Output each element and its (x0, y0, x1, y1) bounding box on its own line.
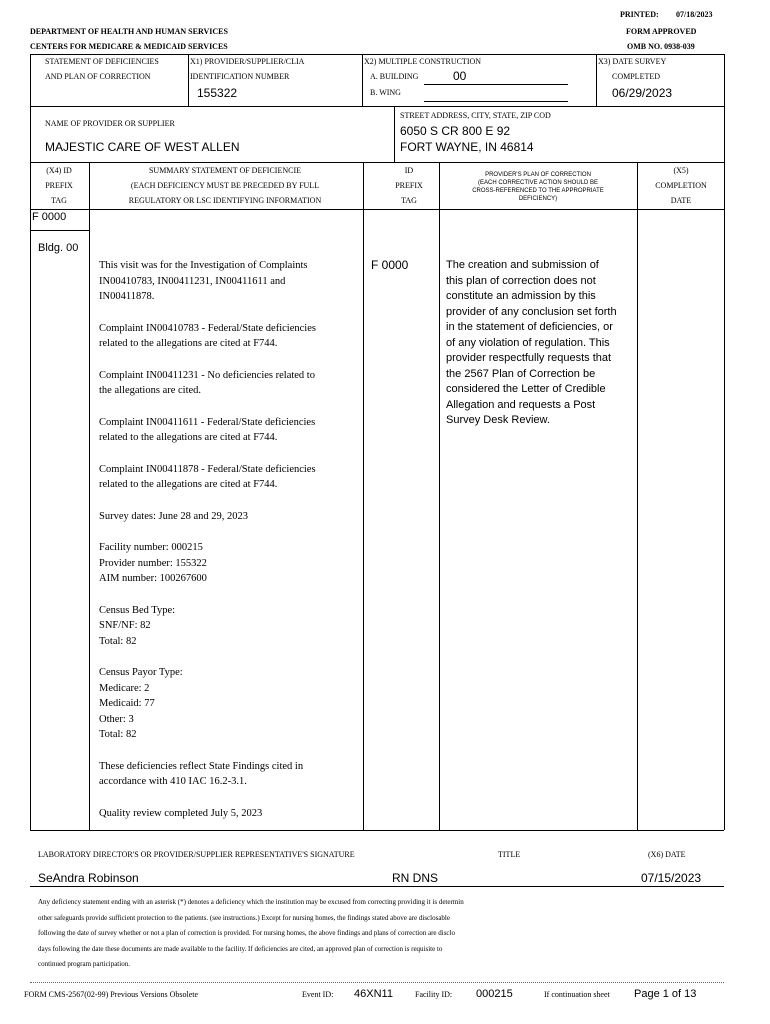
event-id-label: Event ID: (302, 990, 334, 999)
summary-label-1: SUMMARY STATEMENT OF DEFICIENCIE (148, 166, 302, 175)
summary-paragraph: Complaint IN00411611 - Federal/State deficiencies related to the allegations are cited at F744. (99, 416, 316, 443)
event-id-value: 46XN11 (354, 988, 393, 1000)
disclaimer (38, 895, 728, 973)
id-label-2: PREFIX (395, 181, 423, 190)
id-label-1: ID (404, 166, 414, 175)
form-approved: FORM APPROVED (626, 27, 697, 36)
summary-paragraph: Facility number: 000215 Provider number: 155322 AIM number: 100267600 (99, 542, 207, 584)
plan-label-4: DEFICIENCY) (518, 196, 558, 202)
disclaimer-line: days following the date these documents are made available to the facility. If deficiencies are cited, an approved plan of correction is requisite to (38, 944, 443, 953)
x2-label: X2) MULTIPLE CONSTRUCTION (364, 57, 482, 66)
plan-label-1: PROVIDER'S PLAN OF CORRECTION (485, 172, 591, 178)
provider-name-label: NAME OF PROVIDER OR SUPPLIER (45, 119, 175, 128)
signature-name: SeAndra Robinson (38, 871, 139, 885)
plan-label-3: CROSS-REFERENCED TO THE APPROPRIATE (472, 188, 604, 194)
address-line-2: FORT WAYNE, IN 46814 (400, 140, 534, 154)
summary-paragraph: Quality review completed July 5, 2023 (99, 807, 263, 819)
plan-of-correction-text: The creation and submission of this plan of correction does not constitute an admission by this provider of any conclusion set forth in the statement of deficiencies, or of any violation of regulation. This provider respectfully requests that the 2567 Plan of Correction be considered the Letter of Credible Allegation and requests a Post Survey Desk Review. (446, 259, 617, 426)
signature-label: LABORATORY DIRECTOR'S OR PROVIDER/SUPPLIER REPRESENTATIVE'S SIGNATURE (38, 850, 355, 859)
statement-label-1: STATEMENT OF DEFICIENCIES (45, 57, 159, 66)
x4-label-3: TAG (51, 196, 67, 205)
summary-paragraph: Survey dates: June 28 and 29, 2023 (99, 510, 249, 522)
statement-label-2: AND PLAN OF CORRECTION (45, 72, 151, 81)
id-prefix-tag: F 0000 (371, 258, 409, 272)
form-number: FORM CMS-2567(02-99) Previous Versions Obsolete (24, 990, 199, 999)
continuation-label: If continuation sheet (544, 990, 610, 999)
building-tag: Bldg. 00 (38, 242, 79, 254)
provider-id-value: 155322 (197, 86, 238, 100)
x1-label-1: X1) PROVIDER/SUPPLIER/CLIA (190, 57, 305, 66)
date-label: (X6) DATE (648, 850, 686, 859)
x3-label-1: X3) DATE SURVEY (598, 57, 667, 66)
printed-label: PRINTED: (620, 10, 659, 19)
provider-name-value: MAJESTIC CARE OF WEST ALLEN (45, 140, 240, 154)
x5-label-2: COMPLETION (655, 181, 707, 190)
summary-paragraph: Complaint IN00411878 - Federal/State deficiencies related to the allegations are cited at F744. (99, 463, 316, 490)
facility-id-label: Facility ID: (415, 990, 453, 999)
disclaimer-line: continued program participation. (38, 960, 130, 968)
summary-label-3: REGULATORY OR LSC IDENTIFYING INFORMATION (128, 196, 322, 205)
summary-paragraph: Census Payor Type: Medicare: 2 Medicaid: 77 Other: 3 Total: 82 (99, 667, 183, 740)
printed-date: 07/18/2023 (676, 10, 713, 19)
left-tag: F 0000 (32, 211, 67, 223)
address-label: STREET ADDRESS, CITY, STATE, ZIP COD (400, 111, 551, 120)
centers-title: CENTERS FOR MEDICARE & MEDICAID SERVICES (30, 42, 228, 51)
title-label: TITLE (498, 850, 521, 859)
summary-paragraph: Census Bed Type: SNF/NF: 82 Total: 82 (99, 604, 176, 647)
page-number: Page 1 of 13 (634, 988, 697, 1000)
x4-label-1: (X4) ID (46, 166, 72, 175)
building-label: A. BUILDING (370, 72, 419, 81)
plan-header (440, 171, 636, 203)
address-line-1: 6050 S CR 800 E 92 (400, 124, 511, 138)
facility-id-value: 000215 (476, 988, 513, 1000)
department-title: DEPARTMENT OF HEALTH AND HUMAN SERVICES (30, 27, 228, 36)
summary-statement (99, 258, 361, 821)
x4-label-2: PREFIX (45, 181, 73, 190)
summary-label-2: (EACH DEFICIENCY MUST BE PRECEDED BY FULL (130, 181, 320, 190)
id-label-3: TAG (401, 196, 417, 205)
building-value: 00 (453, 69, 467, 83)
disclaimer-line: following the date of survey whether or not a plan of correction is provided. For nursing homes, the above findings and plans of correction are disclo (38, 929, 455, 937)
signature-title: RN DNS (392, 871, 439, 885)
x3-label-2: COMPLETED (612, 72, 660, 81)
x5-label-1: (X5) (673, 166, 689, 175)
plan-label-2: (EACH CORRECTIVE ACTION SHOULD BE (477, 180, 599, 186)
signature-date: 07/15/2023 (641, 871, 702, 885)
disclaimer-line: Any deficiency statement ending with an asterisk (*) denotes a deficiency which the institution may be excused from correcting providing it is determin (38, 898, 464, 906)
wing-label: B. WING (370, 88, 401, 97)
omb-number: OMB NO. 0938-039 (627, 42, 695, 51)
survey-date-value: 06/29/2023 (612, 86, 673, 100)
summary-paragraph: This visit was for the Investigation of Complaints IN00410783, IN00411231, IN00411611 and IN00411878. (99, 260, 308, 302)
summary-paragraph: Complaint IN00411231 - No deficiencies related to the allegations are cited. (99, 369, 315, 396)
disclaimer-line: other safeguards provide sufficient protection to the patients. (see instructions.) Except for nursing homes, the findings stated above are disclosable (38, 913, 450, 922)
x1-label-2: IDENTIFICATION NUMBER (190, 72, 290, 81)
summary-paragraph: Complaint IN00410783 - Federal/State deficiencies related to the allegations are cited at F744. (99, 322, 316, 349)
summary-paragraph: These deficiencies reflect State Findings cited in accordance with 410 IAC 16.2-3.1. (99, 760, 304, 787)
x5-label-3: DATE (670, 196, 692, 205)
